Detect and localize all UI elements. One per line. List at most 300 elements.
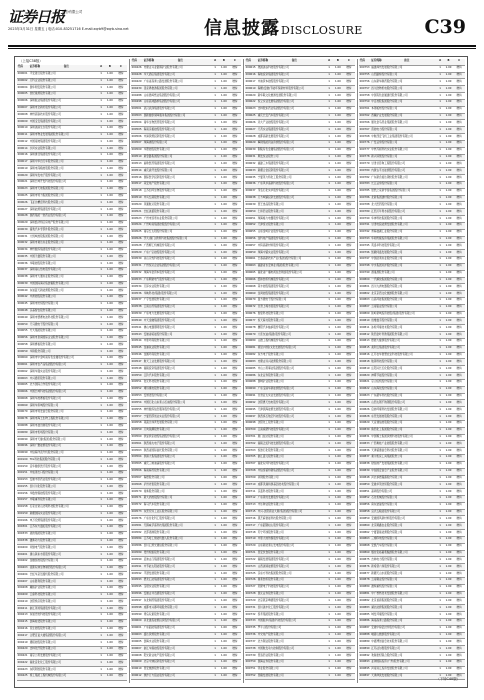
value-a: 1 xyxy=(100,545,102,549)
value-c: 增持 xyxy=(456,93,462,97)
table-row xyxy=(245,134,355,141)
value-b: 1.00 xyxy=(221,291,227,295)
table-row xyxy=(131,168,241,175)
company-name: 石家庄常山北明科技股份有限公司 xyxy=(29,505,69,509)
company-name: 湖北双环科技股份有限公司 xyxy=(257,462,289,466)
company-name: 泸州老窖股份有限公司 xyxy=(143,482,170,486)
company-name: 山西美锦能源股份有限公司 xyxy=(257,564,289,568)
stock-code: 000798 xyxy=(359,264,370,268)
value-c: 增持 xyxy=(456,66,462,70)
value-b: 1.00 xyxy=(107,308,113,312)
table-row xyxy=(131,380,241,387)
value-c: 增持 xyxy=(232,196,238,200)
table-row xyxy=(245,271,355,278)
value-a: 1 xyxy=(439,148,441,152)
company-name: 四川汇源光通信股份有限公司 xyxy=(143,544,178,548)
stock-code: 000564 xyxy=(131,455,142,459)
table-row xyxy=(131,612,241,619)
value-a: 1 xyxy=(100,464,102,468)
stock-code: 000761 xyxy=(359,107,370,111)
value-b: 1.00 xyxy=(221,428,227,432)
value-a: 1 xyxy=(100,437,102,441)
value-c: 增持 xyxy=(232,257,238,261)
value-b: 1.00 xyxy=(445,421,452,425)
value-c: 增持 xyxy=(456,325,462,329)
value-a: 1 xyxy=(328,182,330,186)
value-a: 1 xyxy=(328,400,330,404)
company-name: 民生控股股份有限公司 xyxy=(29,626,56,630)
value-b: 1.00 xyxy=(221,148,227,152)
value-b: 1.00 xyxy=(221,175,227,179)
value-c: 增持 xyxy=(118,633,124,637)
value-c: 增持 xyxy=(118,342,124,346)
value-a: 1 xyxy=(439,475,441,479)
value-c: 增持 xyxy=(232,264,238,268)
value-a: 1 xyxy=(328,277,330,281)
value-a: 1 xyxy=(214,660,216,664)
company-name: 通程控股股份有限公司 xyxy=(29,640,56,644)
company-name: 东旭蓝天新能源股份有限公司 xyxy=(29,288,64,292)
company-name: 国城矿业股份有限公司 xyxy=(257,380,284,384)
table-row xyxy=(17,187,127,194)
value-a: 1 xyxy=(100,586,102,590)
value-b: 1.00 xyxy=(445,73,452,77)
stock-code: 000630 xyxy=(245,148,256,152)
company-name: 宁夏西部创业实业股份有限公司 xyxy=(143,414,180,418)
company-name: 东北制药集团股份有限公司 xyxy=(143,598,175,602)
stock-code: 000637 xyxy=(245,189,256,193)
table-row xyxy=(131,114,241,121)
value-a: 1 xyxy=(100,329,102,333)
value-a: 1 xyxy=(328,264,330,268)
value-b: 1.00 xyxy=(221,100,227,104)
value-a: 1 xyxy=(439,667,441,671)
column-divider xyxy=(129,59,130,683)
company-name: 申万宏源集团股份有限公司 xyxy=(29,518,61,522)
value-a: 1 xyxy=(100,511,102,515)
value-c: 增持 xyxy=(456,598,462,602)
value-a: 1 xyxy=(439,551,441,555)
value-b: 1.00 xyxy=(107,322,113,326)
value-c: 增持 xyxy=(232,305,238,309)
value-c: 增持 xyxy=(232,414,238,418)
company-name: 富奥汽车零部件股份有限公司 xyxy=(29,227,64,231)
value-a: 1 xyxy=(439,407,441,411)
table-row xyxy=(131,462,241,469)
company-name: 晋控电力股份有限公司 xyxy=(371,127,398,131)
value-b: 1.00 xyxy=(445,516,452,520)
value-c: 增持 xyxy=(456,86,462,90)
value-c: 增持 xyxy=(346,93,352,97)
company-name: 华锦股份有限公司 xyxy=(29,349,51,353)
company-name: 河北承德露露股份有限公司 xyxy=(371,475,403,479)
stock-code: 000023 xyxy=(17,187,28,191)
value-b: 1.00 xyxy=(335,161,341,165)
stock-code: 000416 xyxy=(17,626,28,630)
table-row xyxy=(245,469,355,476)
value-c: 增持 xyxy=(346,223,352,227)
value-a: 1 xyxy=(214,482,216,486)
value-b: 1.00 xyxy=(445,93,452,97)
company-name: 广西柳工机械股份有限公司 xyxy=(143,243,175,247)
value-b: 1.00 xyxy=(221,366,227,370)
value-a: 1 xyxy=(100,281,102,285)
stock-code: 000710 xyxy=(245,482,256,486)
table-row xyxy=(245,353,355,360)
value-c: 增持 xyxy=(346,243,352,247)
value-c: 增持 xyxy=(346,592,352,596)
stock-code: 000597 xyxy=(131,598,142,602)
value-c: 增持 xyxy=(232,400,238,404)
company-name: 万科企业股份有限公司 xyxy=(29,78,56,82)
company-name: 浙江震元股份有限公司 xyxy=(257,455,284,459)
value-c: 增持 xyxy=(456,339,462,343)
value-a: 1 xyxy=(214,182,216,186)
value-a: 1 xyxy=(214,428,216,432)
value-c: 增持 xyxy=(346,667,352,671)
stock-code: 000818 xyxy=(359,359,370,363)
value-c: 增持 xyxy=(232,291,238,295)
stock-code: 000715 xyxy=(245,510,256,514)
value-a: 1 xyxy=(328,120,330,124)
table-row xyxy=(359,455,465,462)
value-c: 增持 xyxy=(456,646,462,650)
value-c: 增持 xyxy=(346,387,352,391)
table-row xyxy=(131,202,241,209)
value-c: 增持 xyxy=(346,209,352,213)
column-header: 备注 xyxy=(177,59,183,63)
value-b: 1.00 xyxy=(335,346,341,350)
value-a: 1 xyxy=(439,633,441,637)
value-c: 增持 xyxy=(232,223,238,227)
company-name: 海德股份有限公司 xyxy=(143,475,165,479)
column-header: A xyxy=(100,65,103,69)
stock-code: 000791 xyxy=(359,223,370,227)
table-row xyxy=(17,139,127,146)
value-b: 1.00 xyxy=(445,571,452,575)
table-row xyxy=(245,189,355,196)
value-b: 1.00 xyxy=(445,148,452,152)
value-b: 1.00 xyxy=(335,469,341,473)
company-name: 徐工集团工程机械股份有限公司 xyxy=(29,674,66,678)
company-name: 中天金融集团股份有限公司 xyxy=(143,318,175,322)
company-name: 山东金岭矿业股份有限公司 xyxy=(257,230,289,234)
column-header: 备注 xyxy=(404,59,410,63)
value-a: 1 xyxy=(100,139,102,143)
value-a: 1 xyxy=(328,612,330,616)
value-c: 增持 xyxy=(346,353,352,357)
stock-code: 000790 xyxy=(359,216,370,220)
value-b: 1.00 xyxy=(445,639,452,643)
value-b: 1.00 xyxy=(107,153,113,157)
column-header: B xyxy=(336,59,339,63)
stock-code: 000520 xyxy=(131,202,142,206)
stock-code: 000665 xyxy=(245,271,256,275)
value-a: 1 xyxy=(214,346,216,350)
stock-code: 000668 xyxy=(245,284,256,288)
value-c: 增持 xyxy=(232,646,238,650)
company-name: 海马汽车股份有限公司 xyxy=(143,503,170,507)
value-a: 1 xyxy=(439,639,441,643)
company-name: 新希望六和股份有限公司 xyxy=(371,564,400,568)
table-row xyxy=(131,660,241,667)
stock-code: 000050 xyxy=(17,322,28,326)
company-name: 长虹美菱股份有限公司 xyxy=(143,209,170,213)
table-row xyxy=(245,332,355,339)
value-a: 1 xyxy=(439,107,441,111)
value-a: 1 xyxy=(439,305,441,309)
company-name: 深圳经济特区房地产股份有限公司 xyxy=(29,221,69,225)
company-name: 广东超华科技股份有限公司 xyxy=(371,394,403,398)
value-c: 增持 xyxy=(232,578,238,582)
table-row xyxy=(245,612,355,619)
company-name: 云南铝业股份有限公司 xyxy=(371,305,398,309)
company-name: 广东顺钠电气股份有限公司 xyxy=(143,277,175,281)
value-c: 增持 xyxy=(118,295,124,299)
value-b: 1.00 xyxy=(107,626,113,630)
stock-code: 000718 xyxy=(245,530,256,534)
table-row xyxy=(131,414,241,421)
stock-code: 000779 xyxy=(359,161,370,165)
value-c: 增持 xyxy=(118,491,124,495)
value-c: 增持 xyxy=(232,243,238,247)
value-b: 1.00 xyxy=(445,633,452,637)
table-row xyxy=(245,257,355,264)
value-b: 1.00 xyxy=(445,510,452,514)
value-b: 1.00 xyxy=(221,551,227,555)
company-name: 陕西金叶科教集团股份有限公司 xyxy=(371,332,408,336)
company-name: 云南白药集团股份有限公司 xyxy=(143,305,175,309)
company-name: 江苏四环生物股份有限公司 xyxy=(143,189,175,193)
value-c: 增持 xyxy=(118,234,124,238)
stock-code: 000567 xyxy=(131,475,142,479)
table-row xyxy=(359,168,465,175)
stock-code: 000551 xyxy=(131,380,142,384)
stock-code: 000793 xyxy=(359,236,370,240)
value-a: 1 xyxy=(214,455,216,459)
stock-code: 000619 xyxy=(245,86,256,90)
value-b: 1.00 xyxy=(335,394,341,398)
value-b: 1.00 xyxy=(107,160,113,164)
masthead-rule-thin xyxy=(8,48,476,49)
stock-code: 000688 xyxy=(245,380,256,384)
company-name: 江西万年青水泥股份有限公司 xyxy=(371,209,405,213)
value-b: 1.00 xyxy=(221,598,227,602)
value-b: 1.00 xyxy=(335,571,341,575)
column-header: 代码 xyxy=(131,59,137,63)
stock-code: 000415 xyxy=(17,620,28,624)
company-name: 凤凰航运股份有限公司 xyxy=(143,202,170,206)
value-a: 1 xyxy=(214,523,216,527)
value-b: 1.00 xyxy=(335,250,341,254)
value-a: 1 xyxy=(439,202,441,206)
company-name: TCL科技集团股份有限公司 xyxy=(29,457,61,461)
company-name: 南华生物医药股份有限公司 xyxy=(143,120,175,124)
value-b: 1.00 xyxy=(335,155,341,159)
value-a: 1 xyxy=(100,349,102,353)
company-name: 财信地产发展集团股份有限公司 xyxy=(371,462,408,466)
value-c: 增持 xyxy=(346,605,352,609)
value-a: 1 xyxy=(328,407,330,411)
value-c: 增持 xyxy=(456,400,462,404)
table-row xyxy=(131,633,241,640)
table-header-row xyxy=(245,59,355,66)
value-b: 1.00 xyxy=(107,396,113,400)
value-b: 1.00 xyxy=(221,544,227,548)
company-name: 经纬纺织机械股份有限公司 xyxy=(257,277,289,281)
table-row xyxy=(245,202,355,209)
value-b: 1.00 xyxy=(445,482,452,486)
company-name: 河南双汇投资发展股份有限公司 xyxy=(371,667,408,671)
table-row xyxy=(359,325,465,332)
table-row xyxy=(359,264,465,271)
table-row xyxy=(131,284,241,291)
table-row xyxy=(245,667,355,674)
value-a: 1 xyxy=(100,505,102,509)
stock-code: 000815 xyxy=(359,346,370,350)
company-name: 甘肃上峰水泥股份有限公司 xyxy=(257,305,289,309)
value-a: 1 xyxy=(214,414,216,418)
company-name: 居然之家新零售集团股份有限公司 xyxy=(371,189,411,193)
company-name: 深圳市大通实业股份有限公司 xyxy=(29,275,64,279)
value-b: 1.00 xyxy=(335,134,341,138)
value-c: 增持 xyxy=(346,100,352,104)
company-name: 鲁西化工集团股份有限公司 xyxy=(371,428,403,432)
table-row xyxy=(359,496,465,503)
table-row xyxy=(17,119,127,126)
table-row xyxy=(131,626,241,633)
company-name: 深圳振业集团股份有限公司 xyxy=(29,99,61,103)
table-header-row xyxy=(359,59,465,66)
value-b: 1.00 xyxy=(445,626,452,630)
value-b: 1.00 xyxy=(221,230,227,234)
table-row xyxy=(245,373,355,380)
stock-code: 000552 xyxy=(131,387,142,391)
table-row xyxy=(359,660,465,667)
table-row xyxy=(359,551,465,558)
column-header: A xyxy=(328,59,331,63)
value-c: 增持 xyxy=(346,633,352,637)
table-row xyxy=(359,107,465,114)
company-name: 北京京西文化旅游股份有限公司 xyxy=(371,291,408,295)
stock-code: 000736 xyxy=(245,633,256,637)
value-b: 1.00 xyxy=(221,646,227,650)
value-b: 1.00 xyxy=(445,264,452,268)
stock-code: 000723 xyxy=(245,564,256,568)
value-c: 增持 xyxy=(118,572,124,576)
value-c: 增持 xyxy=(346,503,352,507)
company-name: 宜华健康医疗股份有限公司 xyxy=(29,464,61,468)
table-row xyxy=(359,400,465,407)
value-a: 1 xyxy=(328,93,330,97)
company-name: 铁岭新城投资控股(集团)股份有限公司 xyxy=(371,312,415,316)
value-a: 1 xyxy=(100,484,102,488)
stock-code: 000703 xyxy=(245,448,256,452)
table-row xyxy=(131,250,241,257)
table-row xyxy=(359,633,465,640)
value-c: 增持 xyxy=(346,612,352,616)
value-a: 1 xyxy=(328,325,330,329)
value-a: 1 xyxy=(328,516,330,520)
value-c: 增持 xyxy=(456,155,462,159)
stock-code: 000517 xyxy=(131,182,142,186)
stock-code: 000676 xyxy=(245,312,256,316)
value-a: 1 xyxy=(328,366,330,370)
value-c: 增持 xyxy=(118,444,124,448)
table-row xyxy=(131,182,241,189)
table-row xyxy=(245,155,355,162)
table-row xyxy=(131,305,241,312)
value-b: 1.00 xyxy=(107,559,113,563)
table-row xyxy=(17,457,127,464)
table-row xyxy=(131,366,241,373)
value-b: 1.00 xyxy=(107,451,113,455)
value-c: 增持 xyxy=(118,139,124,143)
value-c: 增持 xyxy=(232,332,238,336)
company-name: 视觉(中国)文化发展股份有限公司 xyxy=(257,346,297,350)
stock-code: 000768 xyxy=(359,134,370,138)
value-b: 1.00 xyxy=(335,448,341,452)
value-b: 1.00 xyxy=(445,216,452,220)
stock-code: 000428 xyxy=(131,73,142,77)
stock-code: 000608 xyxy=(131,653,142,657)
value-c: 增持 xyxy=(118,424,124,427)
stock-code: 000547 xyxy=(131,359,142,363)
value-a: 1 xyxy=(100,302,102,306)
table-row xyxy=(245,127,355,134)
stock-code: 000521 xyxy=(131,209,142,213)
table-row xyxy=(245,462,355,469)
value-a: 1 xyxy=(439,359,441,363)
company-name: 吉林电力股份有限公司 xyxy=(371,557,398,561)
value-c: 增持 xyxy=(232,127,238,131)
table-row xyxy=(245,278,355,285)
company-name: 陕西炼石航空科技股份有限公司 xyxy=(257,414,294,418)
value-b: 1.00 xyxy=(445,537,452,541)
table-row xyxy=(17,383,127,390)
value-b: 1.00 xyxy=(221,489,227,493)
value-a: 1 xyxy=(439,578,441,582)
company-name: 东北证券股份有限公司 xyxy=(257,373,284,377)
value-a: 1 xyxy=(439,100,441,104)
value-c: 增持 xyxy=(232,475,238,479)
value-a: 1 xyxy=(100,146,102,150)
company-name: 沈阳化工股份有限公司 xyxy=(257,421,284,425)
company-name: 北大医药股份有限公司 xyxy=(371,202,398,206)
column-header: A xyxy=(439,59,442,63)
stock-code: 000048 xyxy=(17,308,28,312)
table-column-4 xyxy=(359,59,465,683)
value-c: 增持 xyxy=(232,182,238,186)
table-row xyxy=(17,512,127,519)
value-a: 1 xyxy=(439,277,441,281)
table-row xyxy=(17,356,127,363)
value-c: 增持 xyxy=(346,107,352,111)
stock-code: 000150 xyxy=(17,464,28,468)
company-name: 京山轻机股份有限公司 xyxy=(371,380,398,384)
table-row xyxy=(359,585,465,592)
value-c: 增持 xyxy=(456,359,462,363)
value-c: 增持 xyxy=(118,654,124,658)
value-c: 增持 xyxy=(118,180,124,184)
table-row xyxy=(359,79,465,86)
table-row xyxy=(131,674,241,681)
table-row xyxy=(17,275,127,282)
value-a: 1 xyxy=(214,578,216,582)
value-b: 1.00 xyxy=(335,646,341,650)
value-b: 1.00 xyxy=(445,120,452,124)
value-a: 1 xyxy=(100,173,102,177)
